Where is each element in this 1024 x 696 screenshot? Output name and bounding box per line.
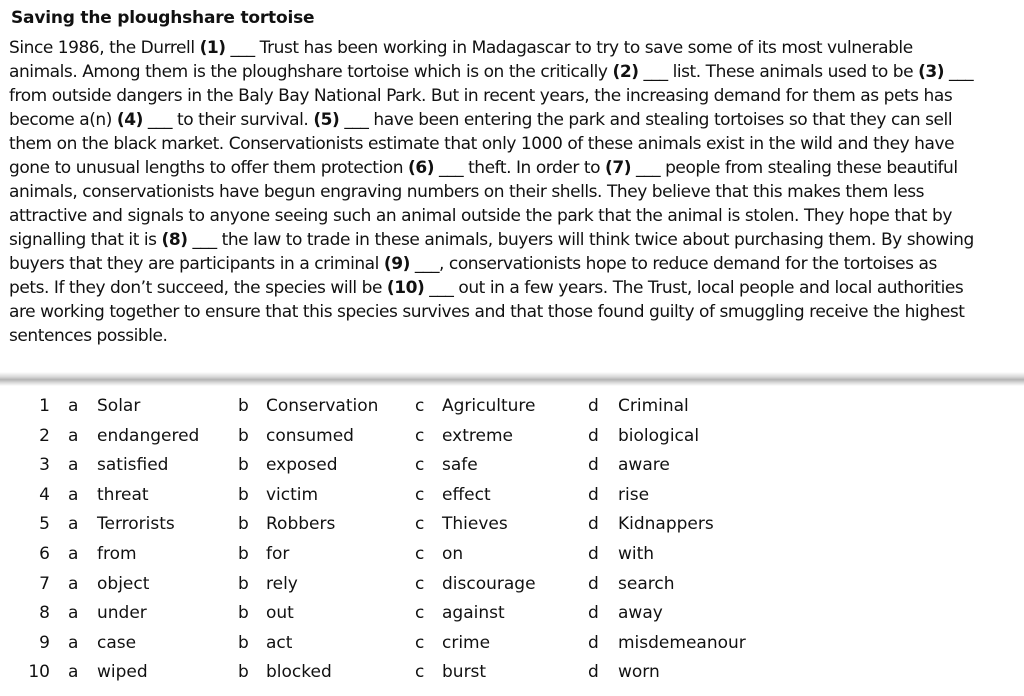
passage-text: ___ to their survival. xyxy=(142,110,314,130)
option-word-d: rise xyxy=(618,484,650,505)
option-letter-b: b xyxy=(238,603,249,624)
option-letter-a: a xyxy=(68,514,79,535)
option-word-c: extreme xyxy=(442,425,513,446)
option-row xyxy=(0,631,1024,661)
option-letter-c: c xyxy=(415,603,425,624)
passage-text: from outside dangers in the Baly Bay National Park. But in recent years, the increasing demand for them as pets has xyxy=(9,86,953,106)
option-letter-d: d xyxy=(588,603,599,624)
option-word-b: rely xyxy=(266,573,298,594)
option-letter-b: b xyxy=(238,662,249,683)
option-word-b: act xyxy=(266,632,293,653)
option-letter-a: a xyxy=(68,632,79,653)
option-word-a: case xyxy=(97,632,137,653)
option-letter-b: b xyxy=(238,573,249,594)
option-word-b: exposed xyxy=(266,455,338,476)
option-word-b: for xyxy=(266,543,290,564)
passage-text: ___ xyxy=(944,62,974,82)
option-row xyxy=(0,601,1024,631)
passage-text: are working together to ensure that this species survives and that those found guilty of smuggling receive the highest xyxy=(9,302,965,322)
passage-line xyxy=(9,252,1017,276)
passage-text: Since 1986, the Durrell xyxy=(9,38,200,58)
option-word-d: aware xyxy=(618,455,670,476)
option-word-a: satisfied xyxy=(97,455,169,476)
option-letter-d: d xyxy=(588,425,599,446)
option-word-c: on xyxy=(442,543,464,564)
passage-text: gone to unusual lengths to offer them protection xyxy=(9,158,408,178)
option-letter-c: c xyxy=(415,632,425,653)
passage-line xyxy=(9,36,1017,60)
question-number: 1 xyxy=(39,396,50,416)
option-letter-c: c xyxy=(415,543,425,564)
option-word-a: Terrorists xyxy=(97,514,175,535)
option-word-a: threat xyxy=(97,484,149,505)
question-number: 2 xyxy=(39,425,50,446)
reading-passage xyxy=(9,36,1017,348)
option-letter-d: d xyxy=(588,662,599,683)
option-letter-b: b xyxy=(238,543,249,564)
passage-text: animals, conservationists have begun engraving numbers on their shells. They believe that this makes them less xyxy=(9,182,925,202)
option-letter-b: b xyxy=(238,632,249,653)
option-word-a: wiped xyxy=(97,662,148,683)
option-letter-b: b xyxy=(238,425,249,446)
option-letter-d: d xyxy=(588,543,599,564)
option-letter-c: c xyxy=(415,455,425,476)
passage-line xyxy=(9,228,1017,252)
question-number: 3 xyxy=(39,455,50,476)
passage-text: them on the black market. Conservationists estimate that only 1000 of these animals exist in the wild and they have xyxy=(9,134,955,154)
option-word-c: burst xyxy=(442,662,487,683)
option-letter-b: b xyxy=(238,396,249,416)
option-letter-d: d xyxy=(588,573,599,594)
passage-text: become a(n) xyxy=(9,110,117,130)
option-word-b: victim xyxy=(266,484,319,505)
option-letter-c: c xyxy=(415,425,425,446)
option-row xyxy=(0,512,1024,542)
option-word-d: Kidnappers xyxy=(618,514,714,535)
option-word-d: with xyxy=(618,543,655,564)
passage-line xyxy=(9,180,1017,204)
passage-line xyxy=(9,324,1017,348)
option-word-b: blocked xyxy=(266,662,332,683)
option-word-b: out xyxy=(266,603,294,624)
option-letter-b: b xyxy=(238,455,249,476)
gap-number: (10) xyxy=(386,278,425,298)
option-letter-a: a xyxy=(68,425,79,446)
option-letter-d: d xyxy=(588,455,599,476)
option-word-c: against xyxy=(442,603,505,624)
option-word-c: crime xyxy=(442,632,491,653)
option-letter-d: d xyxy=(588,632,599,653)
option-letter-b: b xyxy=(238,484,249,505)
gap-number: (1) xyxy=(199,38,226,58)
option-letter-c: c xyxy=(415,514,425,535)
option-word-b: Conservation xyxy=(266,396,379,416)
passage-text: ___ Trust has been working in Madagascar to try to save some of its most vulnerable xyxy=(225,38,913,58)
option-word-a: from xyxy=(97,543,137,564)
passage-text: sentences possible. xyxy=(9,326,168,346)
exercise-title: Saving the ploughshare tortoise xyxy=(11,8,315,28)
gap-number: (8) xyxy=(161,230,188,250)
gap-number: (9) xyxy=(383,254,410,274)
answer-options-list xyxy=(0,394,1024,690)
section-divider xyxy=(0,372,1024,386)
passage-line xyxy=(9,108,1017,132)
passage-text: ___, conservationists hope to reduce demand for the tortoises as xyxy=(409,254,937,274)
passage-text: ___ out in a few years. The Trust, local people and local authorities xyxy=(424,278,964,298)
passage-line xyxy=(9,204,1017,228)
option-letter-d: d xyxy=(588,396,599,416)
passage-text: animals. Among them is the ploughshare tortoise which is on the critically xyxy=(9,62,613,82)
option-letter-a: a xyxy=(68,396,79,416)
gap-number: (2) xyxy=(612,62,639,82)
option-row xyxy=(0,394,1024,424)
passage-line xyxy=(9,60,1017,84)
option-row xyxy=(0,424,1024,454)
question-number: 8 xyxy=(39,603,50,624)
option-word-a: endangered xyxy=(97,425,200,446)
option-word-a: Solar xyxy=(97,396,141,416)
option-letter-d: d xyxy=(588,514,599,535)
passage-line xyxy=(9,156,1017,180)
option-word-d: worn xyxy=(618,662,660,683)
question-number: 5 xyxy=(39,514,50,535)
option-letter-a: a xyxy=(68,455,79,476)
option-word-d: misdemeanour xyxy=(618,632,746,653)
option-row xyxy=(0,660,1024,690)
option-word-a: object xyxy=(97,573,150,594)
passage-text: ___ have been entering the park and stealing tortoises so that they can sell xyxy=(339,110,953,130)
passage-text: ___ theft. In order to xyxy=(434,158,605,178)
option-word-c: safe xyxy=(442,455,478,476)
question-number: 10 xyxy=(28,662,50,683)
option-word-c: Thieves xyxy=(442,514,508,535)
passage-text: pets. If they don’t succeed, the species will be xyxy=(9,278,387,298)
option-word-d: search xyxy=(618,573,675,594)
option-row xyxy=(0,483,1024,513)
passage-text: attractive and signals to anyone seeing such an animal outside the park that the animal is stolen. They hope that by xyxy=(9,206,952,226)
question-number: 7 xyxy=(39,573,50,594)
option-word-d: Criminal xyxy=(618,396,689,416)
option-word-c: discourage xyxy=(442,573,536,594)
passage-text: buyers that they are participants in a criminal xyxy=(9,254,384,274)
passage-text: signalling that it is xyxy=(9,230,162,250)
option-letter-d: d xyxy=(588,484,599,505)
option-letter-c: c xyxy=(415,396,425,416)
passage-text: ___ the law to trade in these animals, buyers will think twice about purchasing them. By showing xyxy=(187,230,974,250)
option-letter-a: a xyxy=(68,573,79,594)
option-row xyxy=(0,453,1024,483)
question-number: 9 xyxy=(39,632,50,653)
option-row xyxy=(0,572,1024,602)
option-word-b: Robbers xyxy=(266,514,336,535)
option-letter-a: a xyxy=(68,484,79,505)
option-word-a: under xyxy=(97,603,147,624)
option-letter-a: a xyxy=(68,543,79,564)
gap-number: (6) xyxy=(408,158,435,178)
option-word-d: away xyxy=(618,603,663,624)
gap-number: (3) xyxy=(918,62,945,82)
option-word-c: Agriculture xyxy=(442,396,536,416)
gap-number: (4) xyxy=(116,110,143,130)
option-word-b: consumed xyxy=(266,425,354,446)
passage-line xyxy=(9,132,1017,156)
option-row xyxy=(0,542,1024,572)
option-letter-b: b xyxy=(238,514,249,535)
question-number: 4 xyxy=(39,484,50,505)
passage-text: ___ list. These animals used to be xyxy=(638,62,919,82)
gap-number: (7) xyxy=(605,158,632,178)
question-number: 6 xyxy=(39,543,50,564)
option-word-c: effect xyxy=(442,484,491,505)
passage-line xyxy=(9,276,1017,300)
option-letter-c: c xyxy=(415,662,425,683)
option-letter-a: a xyxy=(68,603,79,624)
option-letter-a: a xyxy=(68,662,79,683)
gap-number: (5) xyxy=(313,110,340,130)
option-word-d: biological xyxy=(618,425,700,446)
option-letter-c: c xyxy=(415,573,425,594)
passage-line xyxy=(9,300,1017,324)
passage-text: ___ people from stealing these beautiful xyxy=(631,158,958,178)
option-letter-c: c xyxy=(415,484,425,505)
passage-line xyxy=(9,84,1017,108)
